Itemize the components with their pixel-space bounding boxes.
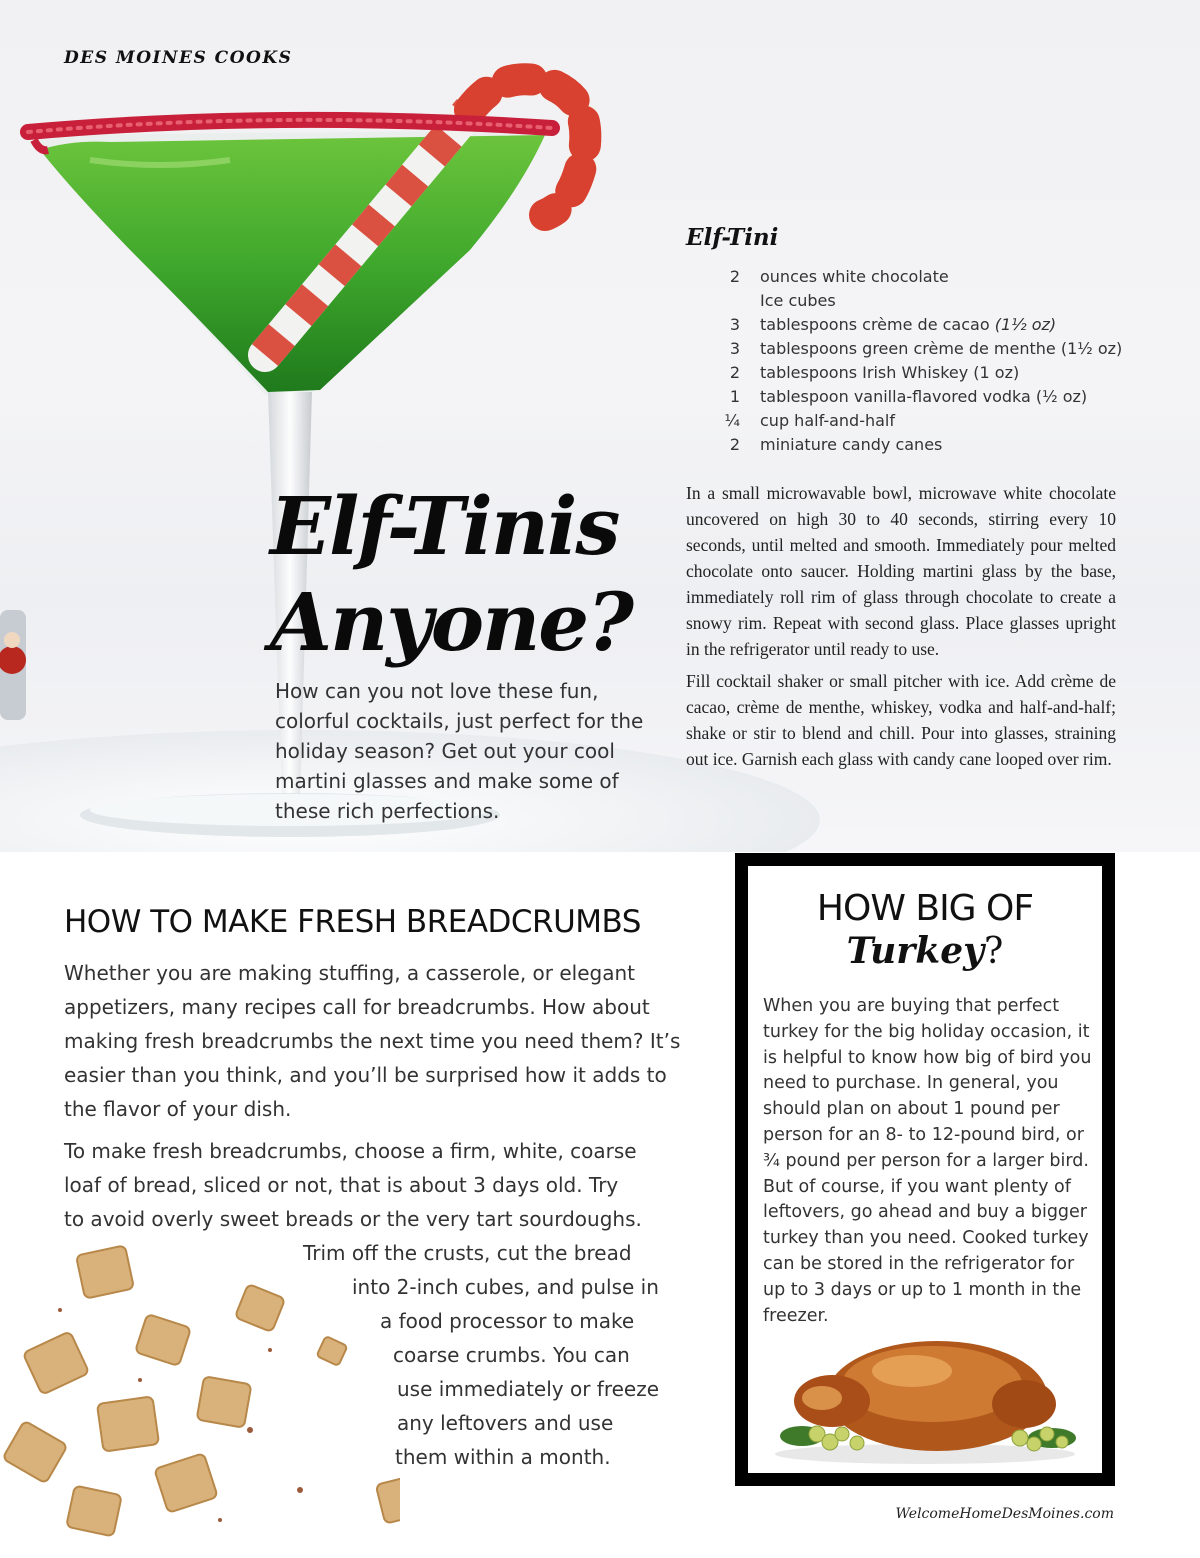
bread-cubes-illustration xyxy=(0,1230,400,1558)
roast-turkey-illustration xyxy=(762,1326,1088,1466)
ingredient-text: tablespoons Irish Whiskey (1 oz) xyxy=(760,362,1020,382)
ingredient-row xyxy=(700,384,1140,408)
breadcrumbs-title: HOW TO MAKE FRESH BREADCRUMBS xyxy=(64,904,641,940)
ingredient-qty: 2 xyxy=(729,266,740,286)
ingredient-row xyxy=(700,336,1140,360)
ingredient-qty: 2 xyxy=(729,434,740,454)
ingredient-row xyxy=(700,264,1140,288)
breadcrumbs-line: a food processor to make xyxy=(380,1309,635,1333)
breadcrumbs-line: to avoid overly sweet breads or the very tart sourdoughs. xyxy=(64,1207,642,1231)
ingredient-text: tablespoons green crème de menthe (1½ oz) xyxy=(760,338,1123,358)
direction-step-1: In a small microwavable bowl, microwave white chocolate uncovered on high 30 to 40 seconds, stirring every 10 seconds, until melted and smooth. Immediately pour melted chocolate onto saucer. Holding martini glass by the base, immediately roll rim of glass through chocolate to create a snowy rim. Repeat with second glass. Place glasses upright in the refrigerator until ready to use. xyxy=(686,483,1116,659)
ingredient-row xyxy=(700,360,1140,384)
turkey-title-line-2 xyxy=(748,930,1102,972)
ingredient-text: tablespoons crème de cacao xyxy=(760,314,990,334)
ingredient-text: tablespoon vanilla-flavored vodka (½ oz) xyxy=(760,386,1088,406)
turkey-title-word: Turkey xyxy=(846,930,985,972)
headline-line-1: Elf-Tinis xyxy=(270,479,619,573)
ingredient-row xyxy=(700,288,1140,312)
recipe-title: Elf-Tini xyxy=(686,224,779,251)
intro-text: How can you not love these fun, colorful cocktails, just perfect for the holiday season? Get out your cool martini glasses and make some of these rich perfections. xyxy=(275,679,644,823)
ingredient-text: miniature candy canes xyxy=(760,434,943,454)
ingredient-row xyxy=(700,408,1140,432)
breadcrumbs-line: loaf of bread, sliced or not, that is about 3 days old. Try xyxy=(64,1173,619,1197)
ingredient-qty: ¼ xyxy=(724,410,740,430)
turkey-body-text: When you are buying that perfect turkey for the big holiday occasion, it is helpful to know how big of bird you need to purchase. In general, you should plan on about 1 pound per person for an 8- to 12-pound bird, or ¾ pound per person for a larger bird. But of course, if you want plenty of leftovers, go ahead and buy a bigger turkey than you need. Cooked turkey can be stored in the refrigerator for up to 3 days or up to 1 month in the freezer. xyxy=(763,996,1092,1326)
ingredient-qty: 3 xyxy=(729,314,740,334)
turkey-sidebar-panel xyxy=(748,866,1102,1473)
ingredient-list xyxy=(700,264,1140,456)
section-label: DES MOINES COOKS xyxy=(64,48,293,68)
ingredient-qty: 1 xyxy=(729,386,740,406)
breadcrumbs-line: any leftovers and use xyxy=(397,1411,614,1435)
ingredient-qty: 3 xyxy=(729,338,740,358)
recipe-directions xyxy=(686,480,1116,778)
ingredient-note: (1½ oz) xyxy=(994,314,1057,334)
turkey-sidebar xyxy=(735,853,1115,1486)
ingredient-row xyxy=(700,432,1140,456)
breadcrumbs-paragraph-1: Whether you are making stuffing, a casserole, or elegant appetizers, many recipes call for breadcrumbs. How about making fresh breadcrumbs the next time you need them? It’s easier than you think, and you’ll be surprised how it adds to the flavor of your dish. xyxy=(64,961,681,1121)
breadcrumbs-line: them within a month. xyxy=(395,1445,611,1469)
footer-site: WelcomeHomeDesMoines.com xyxy=(895,1506,1114,1522)
ingredient-text: cup half-and-half xyxy=(760,410,895,430)
turkey-title-line-1: HOW BIG OF xyxy=(816,888,1034,929)
direction-step-2: Fill cocktail shaker or small pitcher with ice. Add crème de cacao, crème de menthe, whiskey, vodka and half-and-half; shake or stir to blend and chill. Pour into glasses, straining out ice. Garnish each glass with candy cane looped over rim. xyxy=(686,671,1116,769)
breadcrumbs-line: coarse crumbs. You can xyxy=(393,1343,630,1367)
page-title xyxy=(270,478,632,670)
breadcrumbs-line: use immediately or freeze xyxy=(397,1377,660,1401)
ingredient-row xyxy=(700,312,1140,336)
ingredient-text: ounces white chocolate xyxy=(760,266,949,286)
breadcrumbs-line: To make fresh breadcrumbs, choose a firm, white, coarse xyxy=(64,1139,637,1163)
ingredient-qty: 2 xyxy=(729,362,740,382)
turkey-title-mark: ? xyxy=(984,931,1004,972)
ingredient-text: Ice cubes xyxy=(760,290,836,310)
headline-line-2: Anyone? xyxy=(270,575,633,669)
breadcrumbs-line: into 2-inch cubes, and pulse in xyxy=(352,1275,659,1299)
breadcrumbs-line: Trim off the crusts, cut the bread xyxy=(303,1241,632,1265)
